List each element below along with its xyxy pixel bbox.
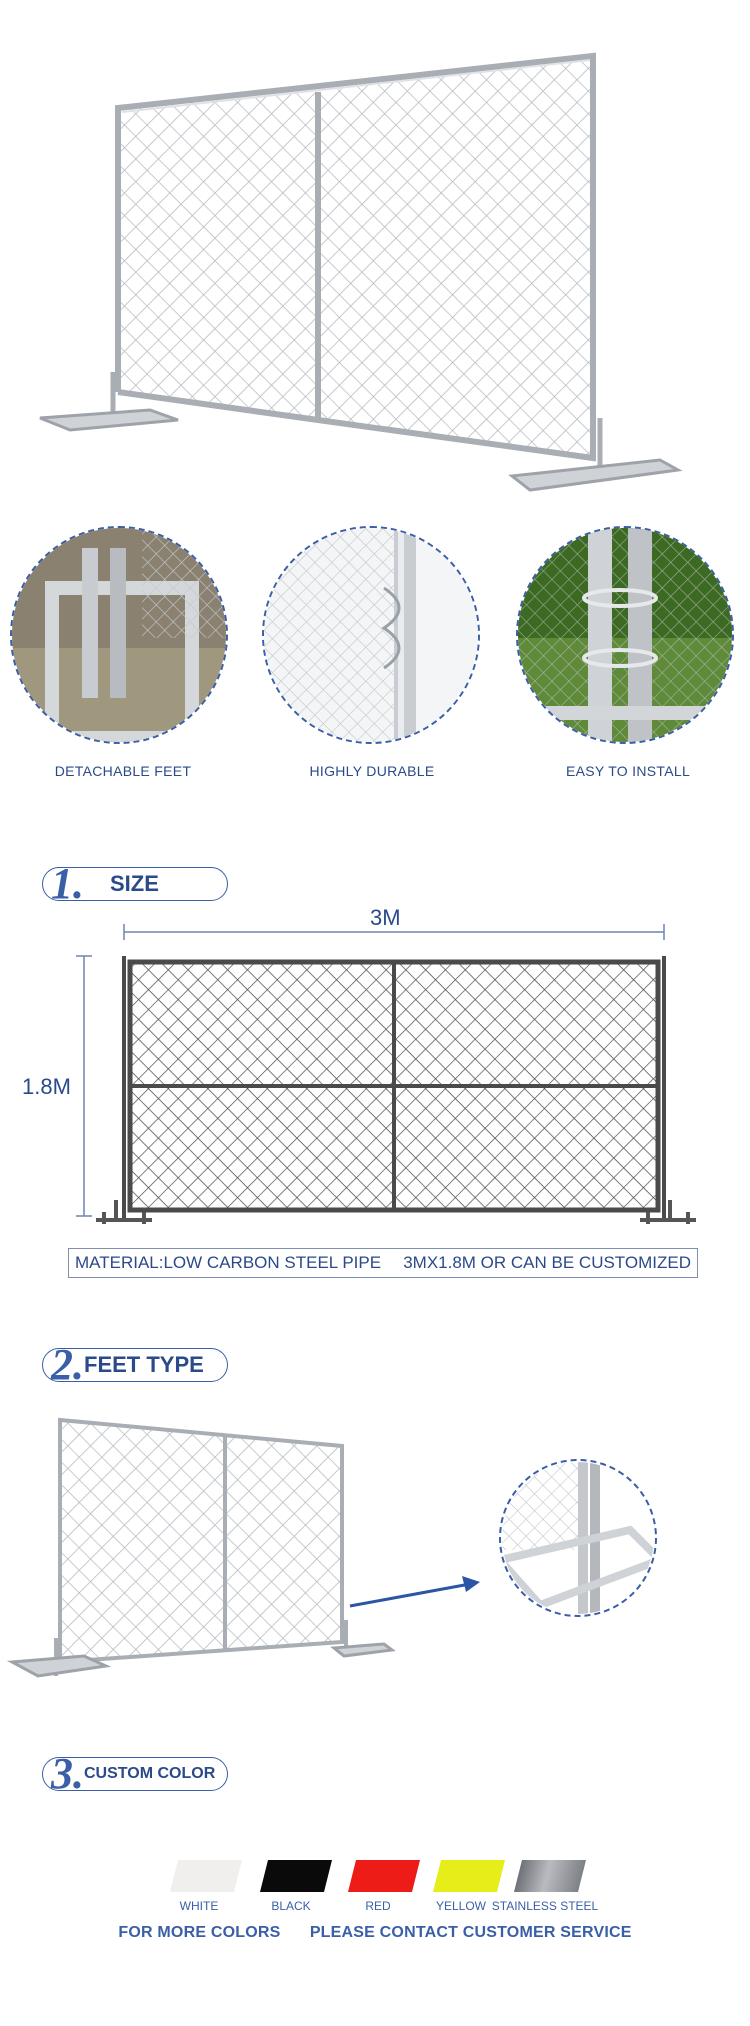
section-title-text: FEET TYPE bbox=[84, 1352, 204, 1377]
feature-photo-easy-to-install bbox=[516, 526, 734, 744]
size-diagram bbox=[0, 900, 750, 1240]
feature-label-easy-to-install: EASY TO INSTALL bbox=[565, 763, 691, 779]
section-number: 3. bbox=[51, 1749, 84, 1798]
color-label-yellow: YELLOW bbox=[435, 1899, 486, 1913]
contact-left-text: FOR MORE COLORS bbox=[118, 1924, 281, 1941]
section-title-custom-color bbox=[42, 1749, 228, 1798]
width-label: 3M bbox=[370, 905, 401, 930]
feature-label-detachable-feet: DETACHABLE FEET bbox=[54, 763, 192, 779]
section-title-size bbox=[42, 859, 228, 908]
color-label-red: RED bbox=[365, 1899, 391, 1913]
contact-note bbox=[0, 1924, 750, 1942]
color-swatch-yellow bbox=[433, 1860, 505, 1892]
section-title-text: SIZE bbox=[110, 871, 159, 896]
section-number: 1. bbox=[51, 859, 84, 908]
color-label-black: BLACK bbox=[271, 1899, 311, 1913]
feet-type-illustration bbox=[0, 1400, 750, 1690]
height-label: 1.8M bbox=[22, 1074, 71, 1099]
hero-fence-photo bbox=[0, 0, 750, 500]
color-swatch-red bbox=[348, 1860, 420, 1892]
feature-photo-detachable-feet bbox=[10, 526, 228, 744]
spec-box bbox=[68, 1248, 698, 1278]
dimensions-text: 3MX1.8M OR CAN BE CUSTOMIZED bbox=[403, 1253, 691, 1272]
color-swatch-white bbox=[170, 1860, 242, 1892]
contact-right-text: PLEASE CONTACT CUSTOMER SERVICE bbox=[309, 1924, 632, 1941]
color-swatch-black bbox=[260, 1860, 332, 1892]
section-title-text: CUSTOM COLOR bbox=[84, 1765, 216, 1782]
color-swatch-stainless-steel bbox=[514, 1860, 586, 1892]
feature-photo-highly-durable bbox=[262, 526, 480, 744]
color-label-white: WHITE bbox=[179, 1899, 219, 1913]
feature-label-highly-durable: HIGHLY DURABLE bbox=[309, 763, 435, 779]
material-text: MATERIAL:LOW CARBON STEEL PIPE bbox=[75, 1253, 382, 1272]
section-title-feet-type bbox=[42, 1340, 228, 1389]
color-label-stainless-steel: STAINLESS STEEL bbox=[491, 1899, 599, 1913]
section-number: 2. bbox=[51, 1340, 84, 1389]
